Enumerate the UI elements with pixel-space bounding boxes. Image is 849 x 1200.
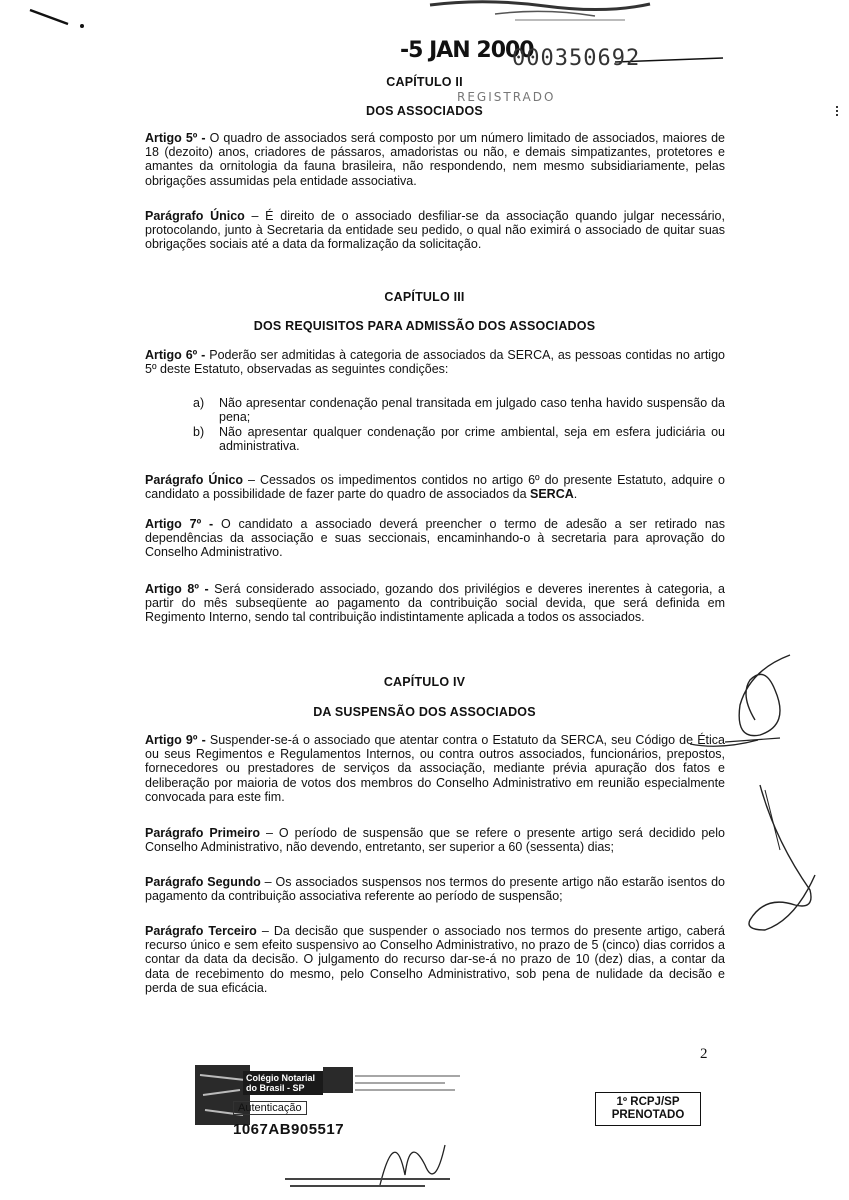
chapter-3-label: CAPÍTULO III: [384, 290, 465, 304]
notary-college: Colégio Notarial do Brasil - SP: [243, 1071, 323, 1095]
article-6-paragraph-text: – Cessados os impedimentos contidos no artigo 6º do presente Estatuto, adquire o candidato a possibilidade de fazer parte do quadro de associados da: [145, 473, 726, 502]
article-9-paragraph-1: [145, 826, 725, 854]
article-6-paragraph-tail: .: [573, 487, 578, 502]
signature-lower: [735, 780, 825, 940]
article-8-lead: Artigo 8º -: [145, 582, 209, 596]
notary-small-text: [355, 1071, 465, 1101]
article-9-paragraph-1-text: – O período de suspensão que se refere o presente artigo será decidido pelo Conselho Administrativo, não devendo, entretanto, ser superior a 60 (sessenta) dias;: [145, 826, 725, 855]
chapter-2-label: CAPÍTULO II: [386, 75, 463, 89]
article-5: [145, 131, 725, 188]
article-6: [145, 348, 725, 376]
article-7-lead: Artigo 7º -: [145, 517, 214, 531]
article-6-paragraph: [145, 473, 725, 501]
registry-stamp-line2: PRENOTADO: [611, 1109, 685, 1121]
article-6-paragraph-lead: Parágrafo Único: [145, 473, 244, 487]
article-9-paragraph-1-lead: Parágrafo Primeiro: [145, 826, 261, 840]
article-8: [145, 582, 725, 625]
margin-mark-right: [836, 106, 841, 116]
article-9-paragraph-2: [145, 875, 725, 903]
article-8-text: Será considerado associado, gozando dos privilégios e deveres inerentes à categoria, a partir do mês subseqüente ao pagamento da contribuição social devida, que será definida em Regimento Interno, sendo tal contribuição indistintamente aplicada a todos os associados.: [145, 582, 725, 625]
article-9-lead: Artigo 9º -: [145, 733, 206, 747]
article-9: [145, 733, 725, 804]
stamp-header-scribble: [425, 0, 655, 26]
stamp-date: -5 JAN 2000: [400, 38, 534, 63]
stamp-registered: REGISTRADO: [457, 90, 556, 104]
article-9-paragraph-3: [145, 924, 725, 995]
chapter-4-title: DA SUSPENSÃO DOS ASSOCIADOS: [313, 705, 536, 719]
item-a-text: Não apresentar condenação penal transitada em julgado caso tenha havido suspensão da pena;: [219, 396, 725, 425]
article-6-text: Poderão ser admitidas à categoria de associados da SERCA, as pessoas contidas no artigo 5º deste Estatuto, observadas as seguintes condições:: [145, 348, 725, 377]
article-5-paragraph-text: – É direito de o associado desfiliar-se da associação quando julgar necessário, protocolando, junto à Secretaria da entidade seu pedido, o qual não eximirá o associado de quitar suas obrigações sociais até a data da formalização da solicitação.: [145, 209, 725, 252]
article-9-paragraph-2-lead: Parágrafo Segundo: [145, 875, 261, 889]
article-7: [145, 517, 725, 560]
article-7-text: O candidato a associado deverá preencher o termo de adesão a ser retirado nas dependências da associação e suas seccionais, encaminhando-o à secretaria para aprovação do Conselho Administrativo.: [145, 517, 725, 560]
notary-seal: [195, 1065, 465, 1195]
article-6-item-b: [193, 425, 725, 453]
article-6-paragraph-serca: SERCA: [530, 487, 574, 502]
chapter-2-title: DOS ASSOCIADOS: [366, 104, 483, 118]
page-number: 2: [700, 1046, 708, 1062]
corner-mark: [28, 6, 88, 32]
stamp-number: 000350692: [512, 46, 641, 71]
article-5-paragraph-lead: Parágrafo Único: [145, 209, 245, 223]
notary-seal-texture: [195, 1065, 250, 1125]
notary-bottom-lines: [285, 1173, 455, 1193]
chapter-4-label: CAPÍTULO IV: [383, 675, 466, 689]
signature-upper: [720, 650, 810, 750]
article-9-paragraph-2-text: – Os associados suspensos nos termos do presente artigo não estarão isentos do pagamento da contribuição associativa referente ao período de suspensão;: [145, 875, 725, 904]
notary-code: 1067AB905517: [233, 1121, 345, 1138]
item-b-text: Não apresentar qualquer condenação por crime ambiental, seja em esfera judiciária ou administrativa.: [219, 425, 725, 454]
chapter-3-title: DOS REQUISITOS PARA ADMISSÃO DOS ASSOCIADOS: [253, 319, 596, 333]
registry-stamp: [595, 1092, 701, 1126]
registry-stamp-line1: 1º RCPJ/SP: [616, 1096, 680, 1108]
signature-line-art9: [690, 736, 760, 750]
item-b-marker: b): [193, 425, 205, 439]
article-9-paragraph-3-text: – Da decisão que suspender o associado nos termos do presente artigo, caberá recurso único e sem efeito suspensivo ao Conselho Administrativo, no prazo de 5 (cinco) dias corridos a contar da data da decisão. O julgamento do recurso dar-se-á no prazo de 10 (dez) dias, a contar da data de recebimento do mesmo, pelo Conselho Administrativo, sob pena de nulidade da decisão e perda de sua eficácia.: [145, 924, 726, 995]
article-5-paragraph: [145, 209, 725, 252]
item-a-marker: a): [193, 396, 205, 410]
article-5-lead: Artigo 5º -: [145, 131, 206, 145]
article-6-item-a: [193, 396, 725, 424]
article-6-lead: Artigo 6º -: [145, 348, 206, 362]
article-5-text: O quadro de associados será composto por um número limitado de associados, maiores de 18 (dezoito) anos, criadores de pássaros, amadoristas ou não, e demais simpatizantes, protetores e amantes da ornitologia da fauna brasileira, não respondendo, nem mesmo subsidiariamente, pelas obrigações assumidas pela entidade associativa.: [145, 131, 725, 188]
notary-seal-emblem: [323, 1067, 353, 1093]
article-9-text: Suspender-se-á o associado que atentar contra o Estatuto da SERCA, seu Código de Ética ou seus Regimentos e Regulamentos Internos, ou contra outros associados, funcionários, prepostos, fornecedores ou prestadores de serviços da associação, mediante prévia apuração dos fatos e deliberação por maioria de votos dos membros do Conselho Administrativo em reunião especialmente convocada para este fim.: [145, 733, 725, 804]
notary-authentication: Autenticação: [233, 1101, 307, 1115]
article-9-paragraph-3-lead: Parágrafo Terceiro: [145, 924, 257, 938]
